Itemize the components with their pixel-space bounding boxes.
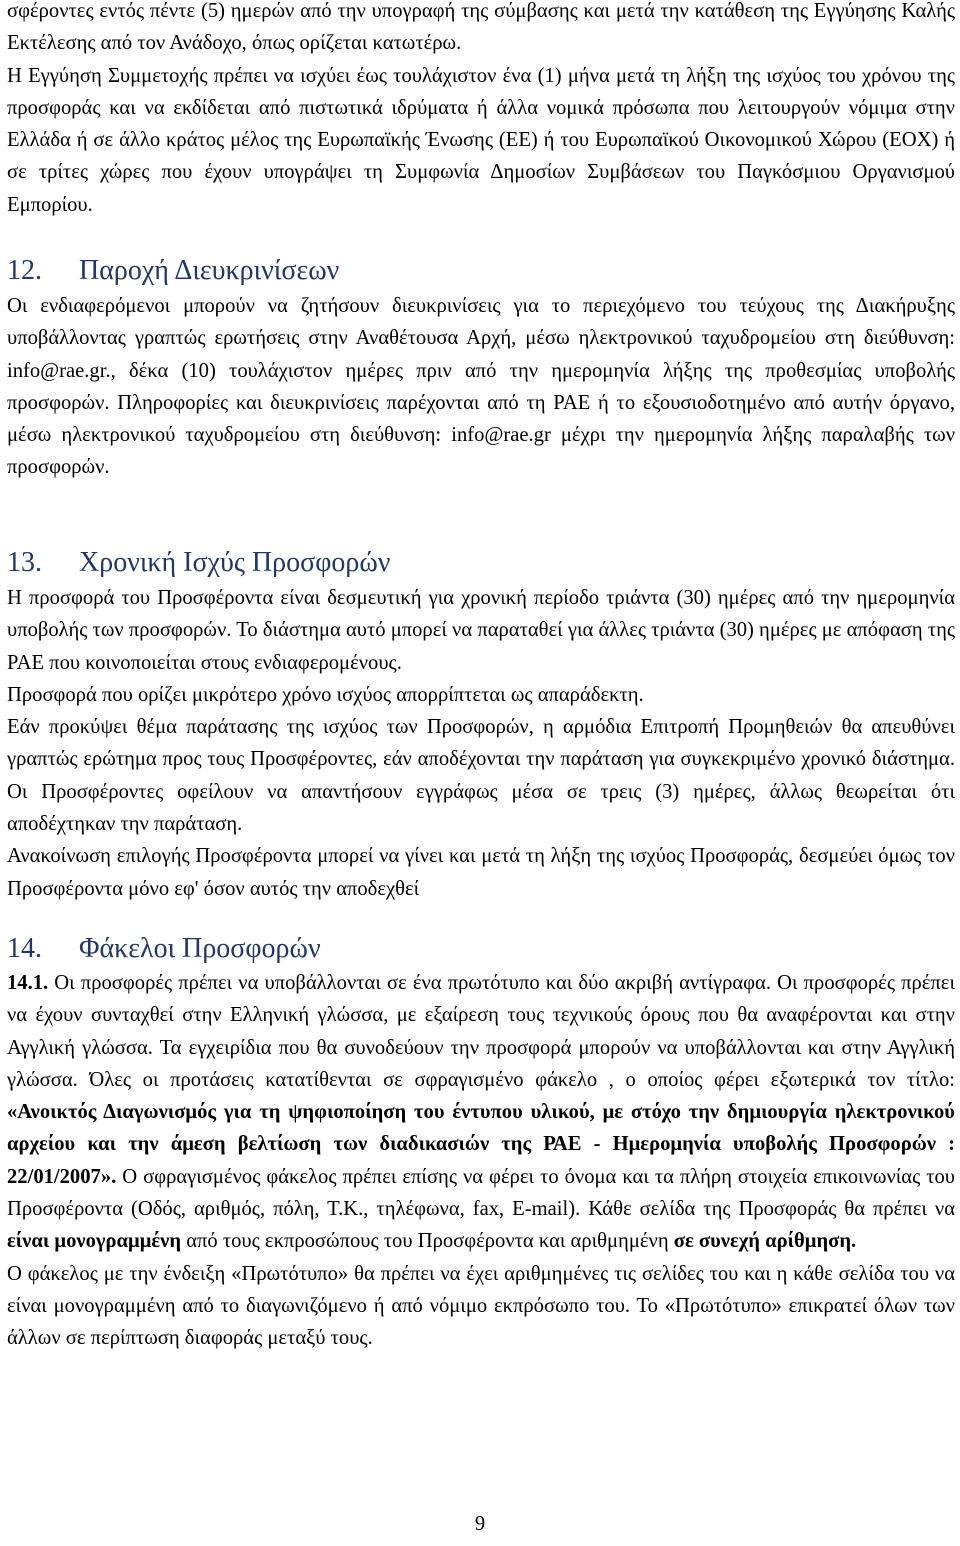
section-13-number: 13. (7, 547, 42, 578)
section-14-heading (7, 932, 321, 966)
section-12-heading (7, 254, 339, 288)
section-14-paragraph-2: Ο φάκελος με την ένδειξη «Πρωτότυπο» θα πρέπει να έχει αριθμημένες τις σελίδες του και η κάθε σελίδα του να είναι μονογραμμένη από το διαγωνιζόμενο ή από νόμιμο εκπρόσωπο του. Το «Πρωτότυπο» επικρατεί όλων των άλλων σε περίπτωση διαφοράς μεταξύ τους. (7, 1262, 955, 1350)
section-13-paragraph-2: Προσφορά που ορίζει μικρότερο χρόνο ισχύος απορρίπτεται ως απαράδεκτη. (7, 683, 644, 706)
section-13-paragraph-4: Ανακοίνωση επιλογής Προσφέροντα μπορεί να γίνει και μετά τη λήξη της ισχύος Προσφοράς, δεσμεύει όμως τον Προσφέροντα μόνο εφ' όσον αυτός την αποδεχθεί (7, 845, 955, 900)
section-13-paragraph-3: Εάν προκύψει θέμα παράτασης της ισχύος των Προσφορών, η αρμόδια Επιτροπή Προμηθειών θα απευθύνει γραπτώς ερώτημα προς τους Προσφέροντες, εάν αποδέχονται την παράταση για συγκεκριμένο χρονικό διάστημα. Οι Προσφέροντες οφείλουν να απαντήσουν εγγράφως μέσα σε τρεις (3) ημέρες, άλλως θεωρείται ότι αποδέχτηκαν την παράταση. (7, 716, 955, 836)
subsection-14-1-number: 14.1. (7, 972, 49, 994)
section-13-heading (7, 546, 390, 580)
section-14-text-a: Οι προσφορές πρέπει να υποβάλλονται σε ένα πρωτότυπο και δύο ακριβή αντίγραφα. Οι προσφορές πρέπει να έχουν συνταχθεί στην Ελληνική γλώσσα, με εξαίρεση τους τεχνικούς όρους που θα αναφέρονται και στην Αγγλική γλώσσα. Τα εγχειρίδια που θα συνοδεύουν την προσφορά μπορούν να υποβάλλονται και στην Αγγλική γλώσσα. Όλες οι προτάσεις κατατίθενται σε σφραγισμένο φάκελο , ο οποίος φέρει εξωτερικά τον τίτλο: (7, 972, 955, 1091)
section-13-paragraph-1: Η προσφορά του Προσφέροντα είναι δεσμευτική για χρονική περίοδο τριάντα (30) ημέρες από την ημερομηνία υποβολής των προσφορών. Το διάστημα αυτό μπορεί να παραταθεί για άλλες τριάντα (30) ημέρες με απόφαση της ΡΑΕ που κοινοποιείται στους ενδιαφερομένους. (7, 587, 955, 674)
initialed-note: είναι μονογραμμένη (7, 1230, 182, 1253)
section-13-title: Χρονική Ισχύς Προσφορών (79, 547, 391, 578)
section-14-body (7, 967, 955, 1355)
section-14-text-c: Ο σφραγισμένος φάκελος πρέπει επίσης να φέρει το όνομα και τα πλήρη στοιχεία επικοινωνίας του Προσφέροντα (Οδός, αριθμός, πόλη, Τ.Κ., τηλέφωνα, fax, E-mail). Κάθε σελίδα της Προσφοράς θα πρέπει να (7, 1165, 955, 1221)
intro-paragraph-2: Η Εγγύηση Συμμετοχής πρέπει να ισχύει έως τουλάχιστον ένα (1) μήνα μετά τη λήξη της ισχύος του χρόνου της προσφοράς και να εκδίδεται από πιστωτικά ιδρύματα ή άλλα νομικά πρόσωπα που λειτουργούν νόμιμα στην Ελλάδα ή σε άλλο κράτος μέλος της Ευρωπαϊκής Ένωσης (ΕΕ) ή του Ευρωπαϊκού Οικονομικού Χώρου (ΕΟΧ) ή σε τρίτες χώρες που έχουν υπογράψει τη Συμφωνία Δημοσίων Συμβάσεων του Παγκόσμιου Οργανισμού Εμπορίου. (7, 64, 955, 216)
page-number: 9 (474, 1513, 486, 1535)
section-13-body (7, 582, 955, 905)
section-14-number: 14. (7, 933, 42, 964)
section-14-title: Φάκελοι Προσφορών (79, 933, 321, 964)
intro-paragraph-1: σφέροντες εντός πέντε (5) ημερών από την υπογραφή της σύμβασης και μετά την κατάθεση της Εγγύησης Καλής Εκτέλεσης από τον Ανάδοχο, όπως ορίζεται κατωτέρω. (7, 0, 955, 55)
section-14-paragraph-1 (7, 967, 955, 1258)
section-12-title: Παροχή Διευκρινίσεων (79, 255, 340, 286)
section-12-paragraph: Οι ενδιαφερόμενοι μπορούν να ζητήσουν διευκρινίσεις για το περιεχόμενο του τεύχους της Διακήρυξης υποβάλλοντας γραπτώς ερωτήσεις στην Αναθέτουσα Αρχή, μέσω ηλεκτρονικού ταχυδρομείου στη διεύθυνση: info@rae.gr., δέκα (10) τουλάχιστον ημέρες πριν από την ημερομηνία λήξης της προθεσμίας υποβολής προσφορών. Πληροφορίες και διευκρινίσεις παρέχονται από τη ΡΑΕ ή το εξουσιοδοτημένο από αυτήν όργανο, μέσω ηλεκτρονικού ταχυδρομείου στη διεύθυνση: info@rae.gr μέχρι την ημερομηνία λήξης παραλαβής των προσφορών. (7, 295, 955, 479)
intro-block (7, 0, 955, 221)
section-14-text-e: από τους εκπροσώπους του Προσφέροντα και αριθμημένη (181, 1230, 674, 1253)
envelope-title: «Ανοικτός Διαγωνισμός για τη ψηφιοποίηση του έντυπου υλικού, με στόχο την δημιουργία ηλεκτρονικού αρχείου και την άμεση βελτίωση των διαδικασιών της ΡΑΕ - Ημερομηνία υποβολής Προσφορών : 22/01/2007». (7, 1101, 955, 1188)
section-12-body (7, 290, 955, 484)
section-12-number: 12. (7, 255, 42, 286)
continuous-numbering-note: σε συνεχή αρίθμηση. (673, 1230, 857, 1253)
